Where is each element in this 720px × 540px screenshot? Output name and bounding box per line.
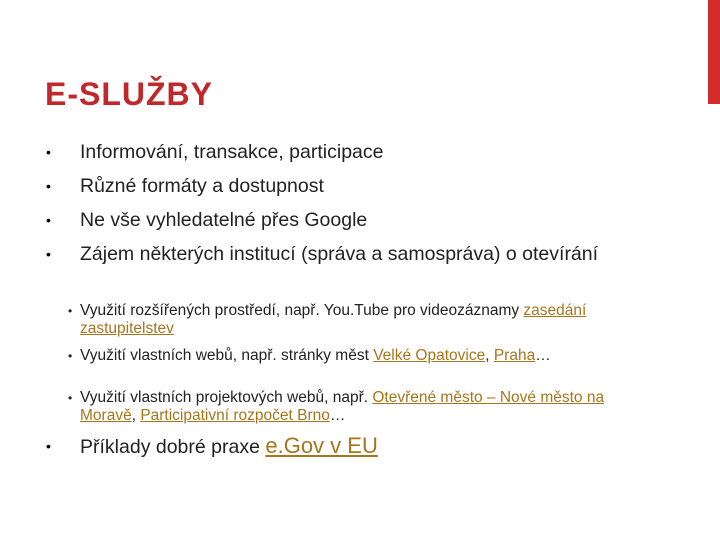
sub-bullet-marker: •	[68, 304, 73, 318]
bullet-text: Informování, transakce, participace	[80, 141, 384, 163]
bullet-plain-text: Příklady dobré praxe	[80, 436, 266, 458]
sub-bullet-plain-text: Využití vlastních projektových webů, např.	[80, 389, 373, 406]
accent-bar	[708, 0, 720, 104]
separator: ,	[485, 347, 494, 364]
bullet-text: Zájem některých institucí (správa a samospráva) o otevírání	[80, 243, 599, 265]
link-praha[interactable]: Praha	[493, 347, 536, 364]
separator: ,	[131, 407, 141, 424]
bullet-marker: •	[46, 246, 51, 262]
sub-bullet-marker: •	[68, 391, 73, 405]
bullet-text: Různé formáty a dostupnost	[80, 175, 324, 197]
bullet-text	[80, 434, 640, 459]
bullet-text: Ne vše vyhledatelné přes Google	[80, 209, 368, 231]
link-velke-opatovice[interactable]: Velké Opatovice	[373, 347, 486, 364]
sub-bullet-text	[80, 389, 640, 425]
ellipsis: …	[329, 407, 346, 424]
sub-bullet-text	[80, 302, 640, 338]
bullet-marker: •	[46, 212, 51, 228]
sub-bullet-plain-text: Využití rozšířených prostředí, např. You.Tube pro videozáznamy	[80, 302, 524, 319]
ellipsis: …	[535, 347, 551, 364]
link-participativni-rozpocet-brno[interactable]: Participativní rozpočet Brno	[140, 407, 330, 424]
sub-bullet-marker: •	[68, 349, 73, 363]
link-zasedani-zastupitelstev[interactable]: zasedání zastupitelstev	[80, 302, 587, 337]
sub-bullet-text	[80, 347, 640, 365]
sub-bullet-plain-text: Využití vlastních webů, např. stránky měst	[80, 347, 374, 364]
slide-title: E-SLUŽBY	[45, 76, 213, 112]
bullet-marker: •	[46, 144, 51, 160]
link-otevrene-mesto[interactable]: Otevřené město – Nové město na Moravě	[80, 389, 605, 424]
bullet-marker: •	[46, 438, 51, 454]
link-egov-v-eu[interactable]: e.Gov v EU	[265, 433, 378, 458]
bullet-marker: •	[46, 178, 51, 194]
